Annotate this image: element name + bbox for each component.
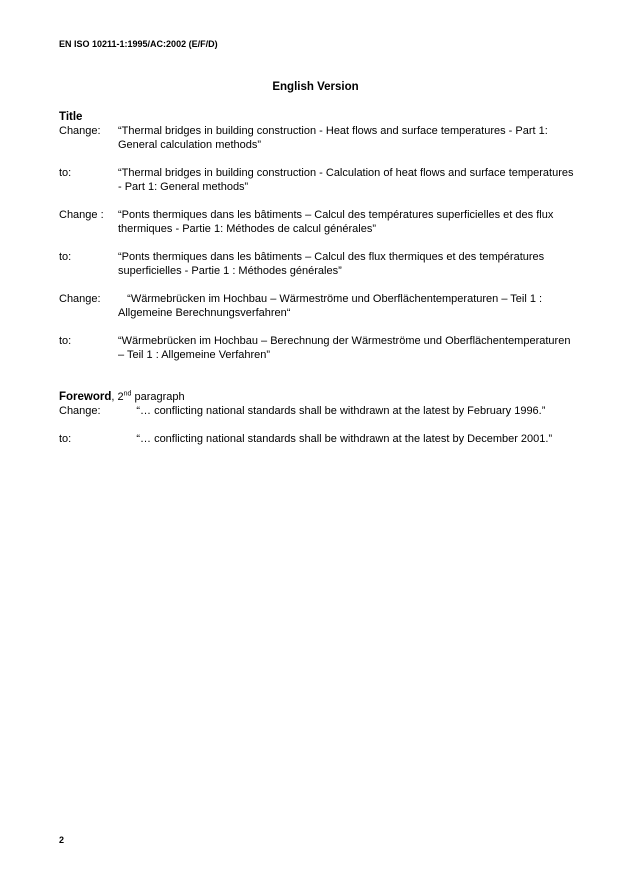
entry-label: to:: [59, 167, 72, 179]
title-section-heading: Title: [59, 111, 83, 123]
entry-label: Change:: [59, 293, 101, 305]
title-to-entry-fr: [59, 250, 579, 278]
title-to-entry-de: [59, 334, 579, 362]
entry-text: “Thermal bridges in building construction - Calculation of heat flows and surface temperatures - Part 1: General methods”: [118, 167, 574, 193]
entry-text: “Wärmebrücken im Hochbau – Wärmeströme und Oberflächentemperaturen – Teil 1 : Allgemeine Berechnungsverfahren“: [118, 293, 545, 319]
title-change-entry-de: [59, 292, 579, 320]
entry-label: Change:: [59, 125, 101, 137]
entry-text: “Ponts thermiques dans les bâtiments – Calcul des températures superficielles et des flux thermiques - Partie 1: Méthodes de calcul générales”: [118, 209, 554, 235]
title-to-entry-en: [59, 166, 579, 194]
entry-text: “Wärmebrücken im Hochbau – Berechnung der Wärmeströme und Oberflächentemperaturen – Teil 1 : Allgemeine Verfahren”: [118, 335, 571, 361]
foreword-change-entry: [59, 404, 579, 418]
entry-label: Change:: [59, 405, 101, 417]
entry-label: to:: [59, 335, 72, 347]
entry-text: “… conflicting national standards shall be withdrawn at the latest by December 2001.”: [118, 433, 553, 445]
entry-label: to:: [59, 433, 72, 445]
document-reference: EN ISO 10211-1:1995/AC:2002 (E/F/D): [59, 39, 218, 49]
foreword-section-heading-line: [59, 390, 579, 404]
foreword-sub-prefix: , 2: [111, 391, 124, 403]
title-change-entry-en: [59, 124, 579, 152]
page-number: 2: [59, 835, 65, 845]
foreword-to-entry: [59, 432, 579, 446]
foreword-sub-suffix: paragraph: [131, 391, 185, 403]
entry-label: Change :: [59, 209, 104, 221]
foreword-sub-ordinal: nd: [123, 390, 132, 398]
entry-text: “Thermal bridges in building construction - Heat flows and surface temperatures - Part 1: General calculation methods”: [118, 125, 548, 151]
title-change-entry-fr: [59, 208, 579, 236]
entry-text: “… conflicting national standards shall be withdrawn at the latest by February 1996.”: [118, 405, 546, 417]
foreword-section-heading: Foreword: [59, 391, 112, 403]
entry-text: “Ponts thermiques dans les bâtiments – Calcul des flux thermiques et des températures superficielles - Partie 1 : Méthodes générales”: [118, 251, 545, 277]
version-title: English Version: [272, 81, 359, 93]
entry-label: to:: [59, 251, 72, 263]
document-body: [59, 110, 579, 446]
